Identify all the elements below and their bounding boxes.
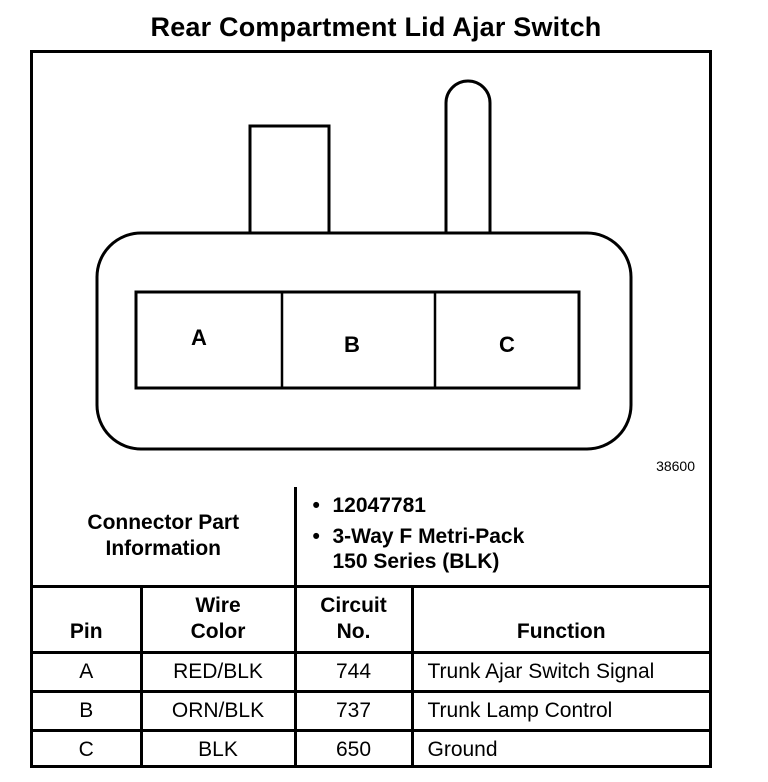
cell-function: Trunk Ajar Switch Signal <box>412 652 709 691</box>
bullet-icon: • <box>312 525 320 549</box>
cell-pin: C <box>33 730 141 768</box>
part-description-line2: 150 Series (BLK) <box>332 550 500 574</box>
connector-part-info <box>295 487 709 586</box>
pin-label-b: B <box>344 332 360 357</box>
cell-wire-color: ORN/BLK <box>141 691 295 730</box>
figure-number: 38600 <box>656 458 695 474</box>
pin-label-c: C <box>499 332 515 357</box>
header-circuit-line1: Circuit <box>320 593 387 617</box>
header-circuit-line2: No. <box>336 619 371 643</box>
header-row <box>33 586 709 652</box>
header-circuit <box>295 586 412 652</box>
table-row <box>33 730 709 768</box>
diagram-frame <box>30 50 712 768</box>
header-function-text: Function <box>516 619 606 643</box>
part-description-item <box>309 524 710 574</box>
part-description-line1: 3-Way F Metri-Pack <box>332 525 525 549</box>
header-wire-color-line1: Wire <box>195 593 241 617</box>
cell-wire-color: BLK <box>141 730 295 768</box>
table-row <box>33 691 709 730</box>
cell-pin: B <box>33 691 141 730</box>
cell-circuit: 744 <box>295 652 412 691</box>
table-row <box>33 652 709 691</box>
cell-function: Ground <box>412 730 709 768</box>
pin-label-a: A <box>191 325 207 350</box>
cell-circuit: 737 <box>295 691 412 730</box>
part-number: 12047781 <box>332 494 426 518</box>
part-number-item <box>309 493 710 518</box>
cell-wire-color: RED/BLK <box>141 652 295 691</box>
cell-circuit: 650 <box>295 730 412 768</box>
connector-square-tab <box>250 126 329 239</box>
cell-function: Trunk Lamp Control <box>412 691 709 730</box>
header-function <box>412 586 709 652</box>
connector-part-label <box>33 487 295 586</box>
connector-part-label-line1: Connector Part <box>87 510 240 534</box>
header-pin-text: Pin <box>69 619 103 643</box>
cell-pin: A <box>33 652 141 691</box>
connector-drawing <box>33 53 709 487</box>
header-wire-color <box>141 586 295 652</box>
header-wire-color-line2: Color <box>190 619 246 643</box>
connector-round-tab <box>446 81 490 239</box>
bullet-icon: • <box>312 494 320 518</box>
connector-diagram <box>33 53 709 487</box>
connector-info-table <box>33 487 709 768</box>
connector-part-label-line2: Information <box>105 536 221 560</box>
page-title: Rear Compartment Lid Ajar Switch <box>150 12 602 42</box>
connector-part-row <box>33 487 709 586</box>
header-pin <box>33 586 141 652</box>
